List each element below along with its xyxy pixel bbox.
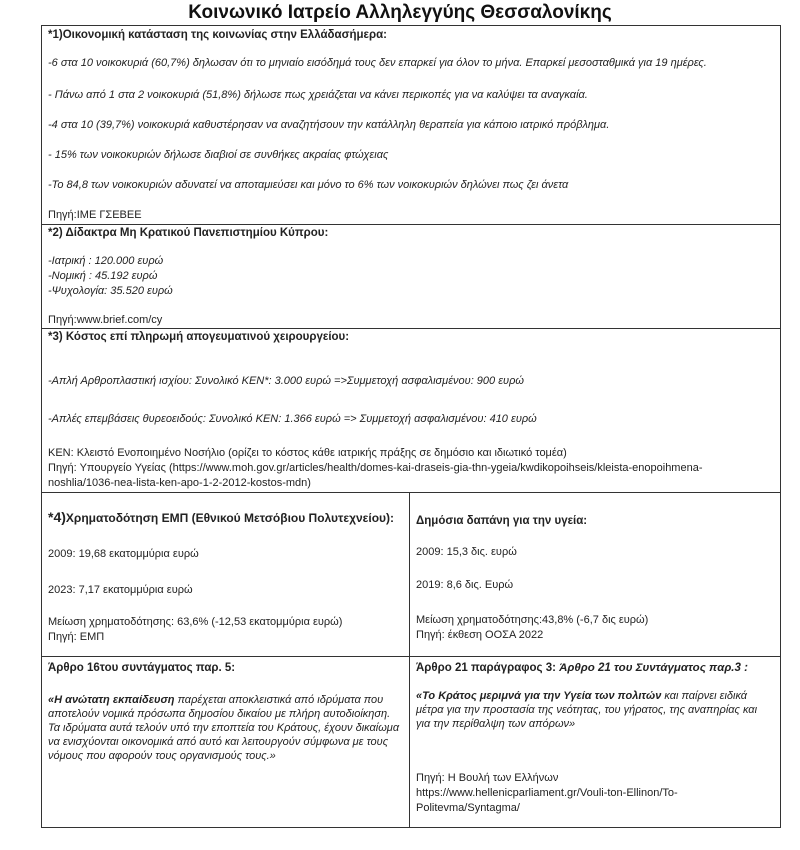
section-4-star: *4): [48, 509, 66, 525]
quote-body: παρέχεται αποκλειστικά από ιδρύματα που αποτελούν νομικά πρόσωπα δημοσίου δικαίου με πλήρη αυτοδιοίκηση. Τα ιδρύματα αυτά τελούν υπό την εποπτεία του Κράτους, έχουν δικαίωμα να ενισχύονται οικονομικά από αυτό και λειτουργούν σύμφωνα με τους νόμους που αφορούν τους οργανισμούς τους.»: [48, 694, 400, 762]
data-value: 2009: 15,3 δις. ευρώ: [416, 546, 517, 558]
section-7-heading: [416, 661, 748, 675]
list-item: -6 στα 10 νοικοκυριά (60,7%) δηλωσαν ότι το μηνιαίο εισόδημά τους δεν επαρκεί για όλον το μήνα. Επαρκεί μεσοσταθμικά για 19 ημέρες.: [48, 57, 707, 69]
list-item: -Απλές επεμβάσεις θυρεοειδούς: Συνολικό ΚΕΝ: 1.366 ευρώ => Συμμετοχή ασφαλισμένου: 410 ευρώ: [48, 413, 537, 425]
source-text: Πηγή: έκθεση ΟΟΣΑ 2022: [416, 629, 544, 641]
list-item: -Ιατρική : 120.000 ευρώ: [48, 255, 164, 267]
section-4-title: Χρηματοδότηση ΕΜΠ (Εθνικού Μετσόβιου Πολυτεχνείου):: [65, 511, 395, 525]
list-item: -Νομική : 45.192 ευρώ: [48, 270, 158, 282]
list-item: - Πάνω από 1 στα 2 νοικοκυριά (51,8%) δήλωσε πως χρειάζεται να κάνει περικοπές για να καλύψει τα αναγκαία.: [48, 89, 588, 101]
source-text: Πηγή: Η Βουλή των Ελλήνων: [416, 772, 559, 784]
list-item: -Το 84,8 των νοικοκυριών αδυνατεί να αποταμιεύσει και μόνο το 6% των νοικοκυριών δηλώνει πως ζει άνετα: [48, 179, 569, 191]
section-7-title-b: Άρθρο 21 του Συντάγματος παρ.3 :: [559, 662, 748, 674]
section-3-heading: *3) Κόστος επί πληρωμή απογευματινού χειρουργείου:: [48, 331, 350, 343]
section-4-heading: [48, 510, 394, 525]
source-text: Πηγή:www.brief.com/cy: [48, 314, 163, 326]
data-value: 2023: 7,17 εκατομμύρια ευρώ: [48, 584, 193, 596]
source-text: noshlia/1036-nea-lista-ken-apo-1-2-2012-kostos-mdn): [48, 477, 311, 489]
section-7-title-a: Άρθρο 21 παράγραφος 3:: [416, 662, 560, 674]
quote-text: [416, 689, 772, 731]
note-text: ΚΕΝ: Κλειστό Ενοποιημένο Νοσήλιο (ορίζει το κόστος κάθε ιατρικής πράξης σε δημόσιο και ιδιωτικό τομέα): [48, 447, 567, 459]
list-item: -Απλή Αρθροπλαστική ισχίου: Συνολικό ΚΕΝ*: 3.000 ευρώ =>Συμμετοχή ασφαλισμένου: 900 ευρώ: [48, 375, 524, 387]
quote-emphasis: «Η ανώτατη εκπαίδευση: [48, 694, 175, 706]
quote-emphasis: «Το Κράτος μεριμνά για την Υγεία των πολιτών: [416, 690, 662, 702]
source-text: Πηγή: Υπουργείο Υγείας (https://www.moh.gov.gr/articles/health/domes-kai-draseis-gia-thn-ygeia/kwdikopoihseis/kleista-enopoihmena-: [48, 462, 703, 474]
list-item: - 15% των νοικοκυριών δήλωσε διαβιοί σε συνθήκες ακραίας φτώχειας: [48, 149, 389, 161]
data-value: Μείωση χρηματοδότησης:43,8% (-6,7 δις ευρώ): [416, 614, 649, 626]
data-value: Μείωση χρηματοδότησης: 63,6% (-12,53 εκατομμύρια ευρώ): [48, 616, 343, 628]
source-text: Πηγή: ΕΜΠ: [48, 631, 105, 643]
source-link[interactable]: Politevma/Syntagma/: [416, 802, 520, 814]
source-link[interactable]: https://www.hellenicparliament.gr/Vouli-ton-Ellinon/To-: [416, 787, 678, 799]
page-title: Κοινωνικό Ιατρείο Αλληλεγγύης Θεσσαλονίκης: [188, 2, 612, 23]
section-2-heading: *2) Δίδακτρα Μη Κρατικού Πανεπιστημίου Κύπρου:: [48, 227, 329, 239]
data-value: 2019: 8,6 δις. Ευρώ: [416, 579, 514, 591]
section-6-heading: Άρθρο 16του συντάγματος παρ. 5:: [48, 662, 236, 674]
source-text: Πηγή:ΙΜΕ ΓΣΕΒΕΕ: [48, 209, 142, 221]
quote-text: [48, 693, 400, 763]
data-value: 2009: 19,68 εκατομμύρια ευρώ: [48, 548, 199, 560]
section-1-heading: *1)Οικονομική κατάσταση της κοινωνίας στην Ελλάδασήμερα:: [48, 29, 387, 41]
list-item: -4 στα 10 (39,7%) νοικοκυριά καθυστέρησαν να αναζητήσουν την κατάλληλη θεραπεία για κάποιο ιατρικό πρόβλημα.: [48, 119, 610, 131]
section-5-heading: Δημόσια δαπάνη για την υγεία:: [416, 515, 588, 527]
quote-body: και παίρνει ειδικά μέτρα για την προστασία της νεότητας, του γήρατος, της αναπηρίας και για την περίθαλψη των απόρων»: [416, 690, 758, 730]
list-item: -Ψυχολογία: 35.520 ευρώ: [48, 285, 173, 297]
